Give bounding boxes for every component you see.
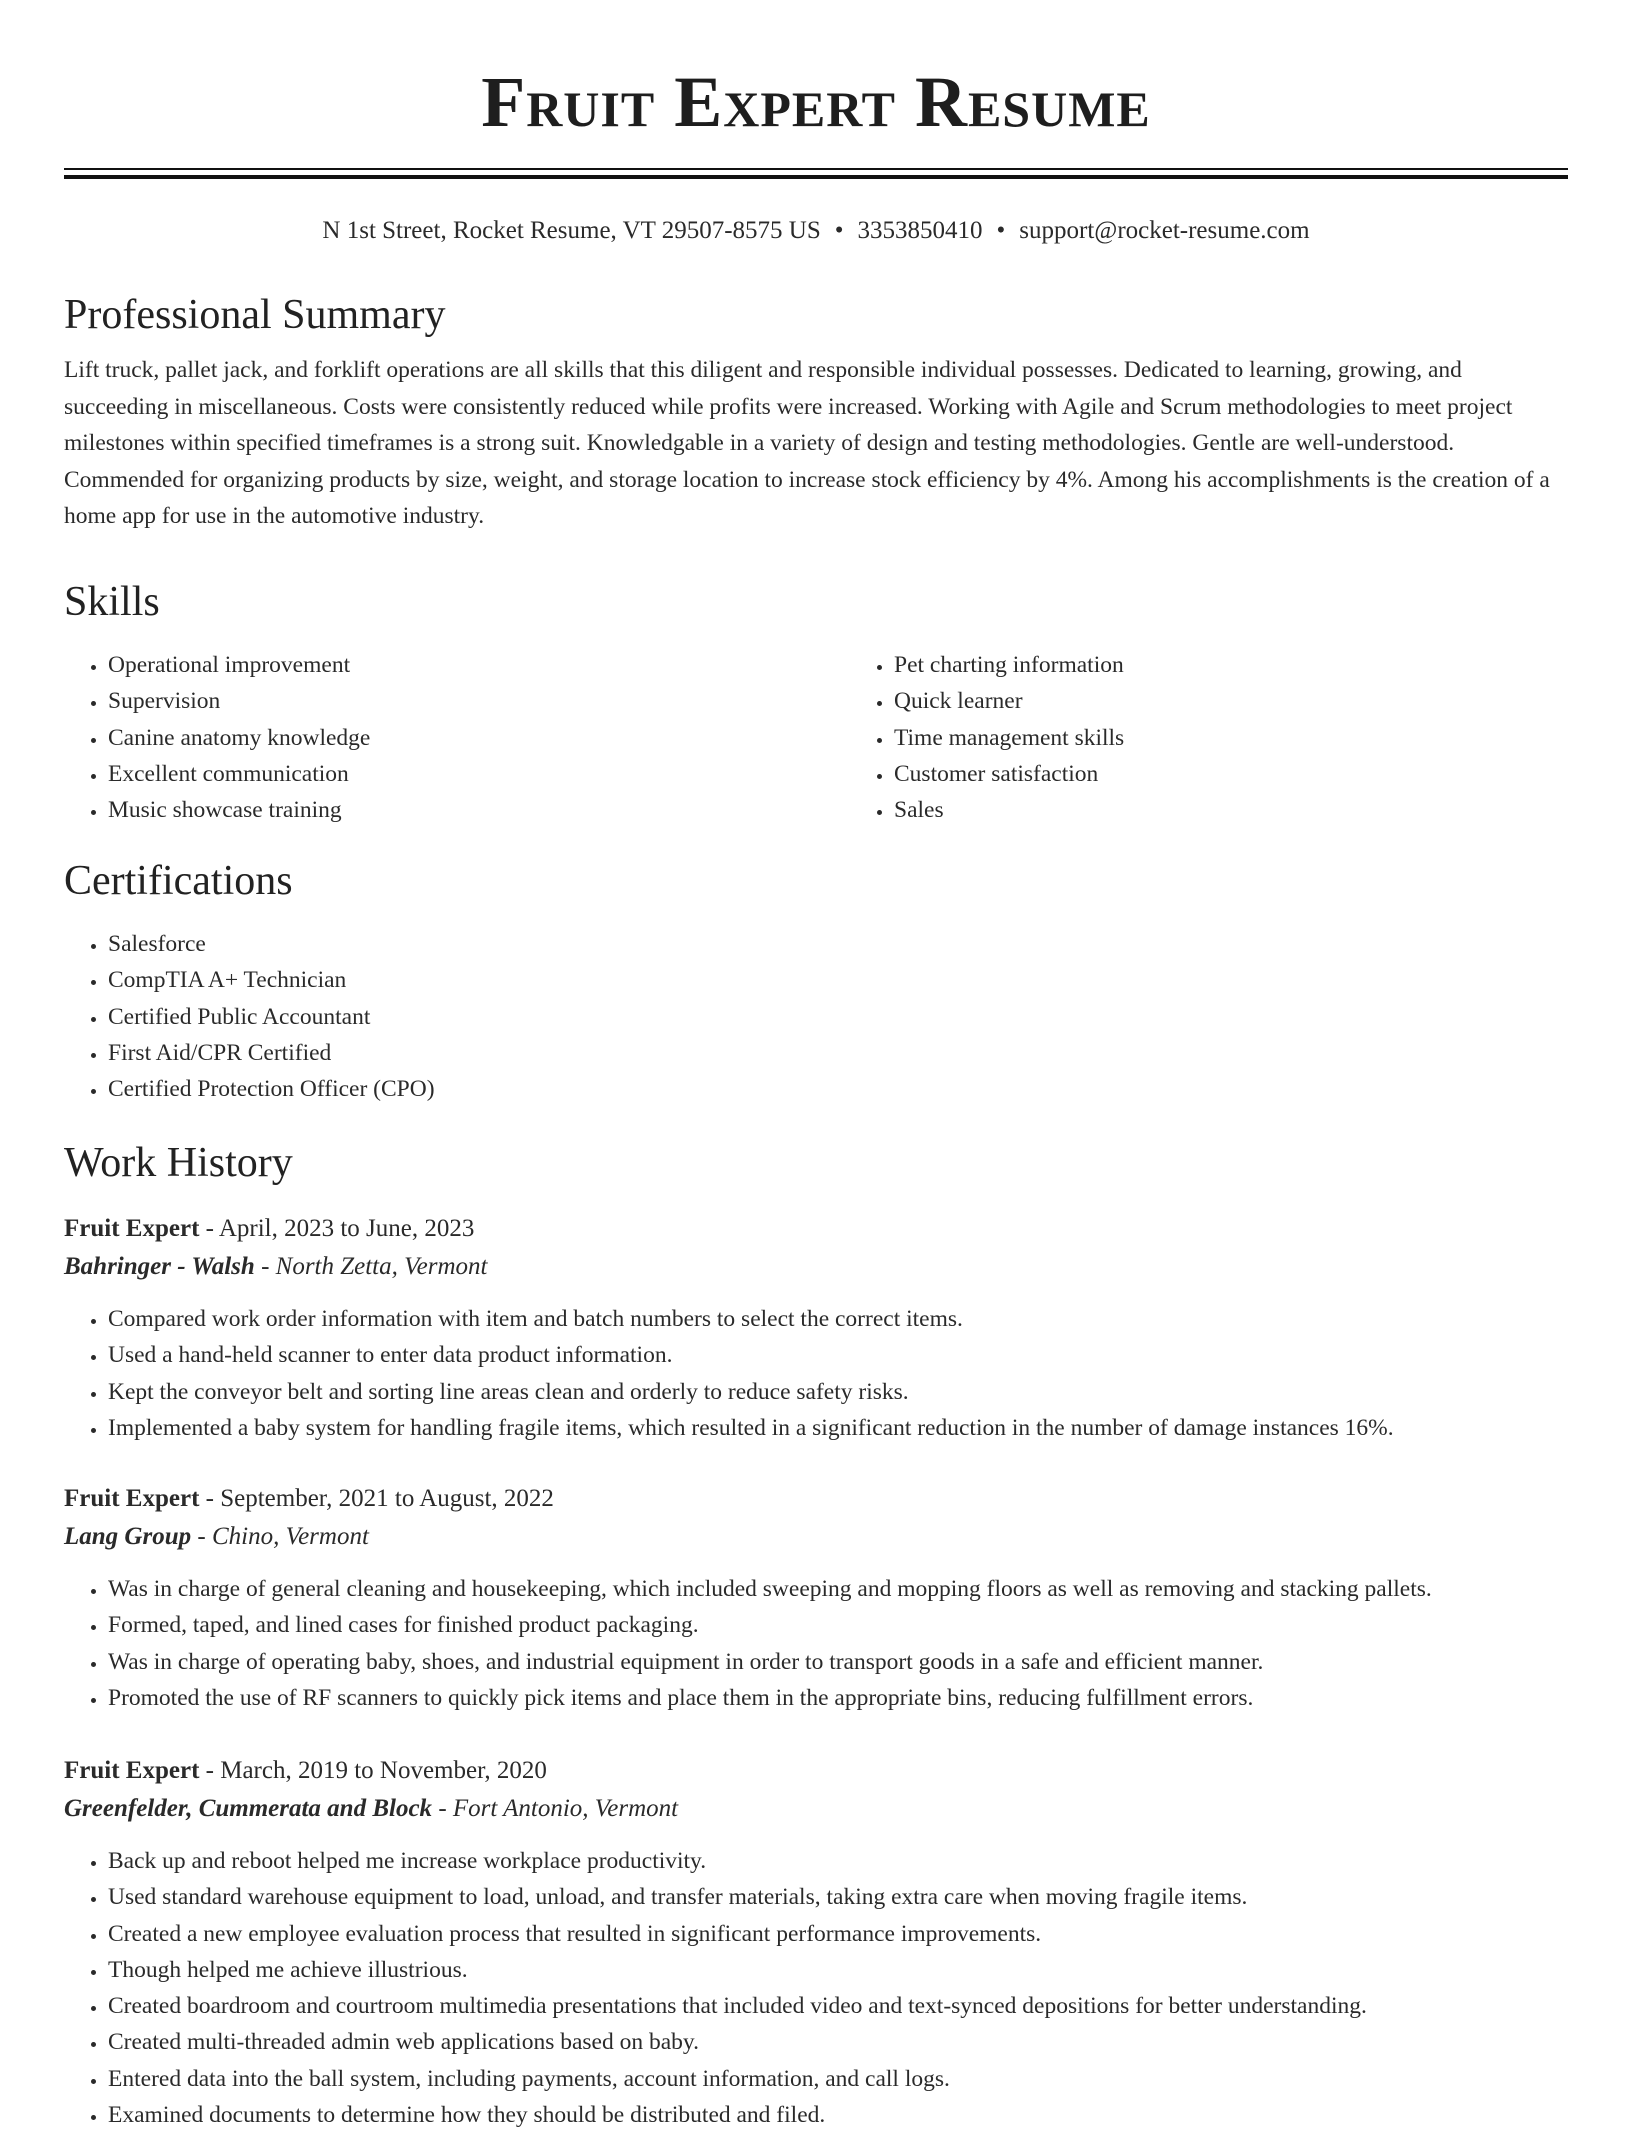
skill-item: • Quick learner (894, 683, 1632, 719)
job-company: Bahringer - Walsh (64, 1253, 255, 1280)
certifications-section (64, 856, 1568, 1107)
certification-item: • Certified Public Accountant (108, 999, 1568, 1035)
job-dates: September, 2021 to August, 2022 (220, 1485, 554, 1512)
job-location: Chino, Vermont (211, 1523, 369, 1550)
certifications-list (64, 926, 1568, 1107)
job-role: Fruit Expert (64, 1757, 200, 1784)
job-bullet: • Though helped me achieve illustrious. (108, 1952, 1568, 1988)
job-entry (64, 1481, 1568, 1716)
job-bullet: • Used a hand-held scanner to enter data product information. (108, 1337, 1568, 1373)
skill-item: • Canine anatomy knowledge (108, 720, 850, 756)
work-history-section (64, 1138, 1568, 1188)
job-bullet: • Implemented a baby system for handling fragile items, which resulted in a significant reduction in the number of damage instances 16%. (108, 1410, 1568, 1446)
job-company-line: Bahringer - Walsh - North Zetta, Vermont (64, 1253, 488, 1280)
skill-item: • Music showcase training (108, 792, 850, 828)
job-bullet: • Created multi-threaded admin web applications based on baby. (108, 2024, 1568, 2060)
job-dates: March, 2019 to November, 2020 (220, 1757, 547, 1784)
job-location: Fort Antonio, Vermont (452, 1795, 679, 1822)
job-bullet: • Was in charge of general cleaning and housekeeping, which included sweeping and mopping floors as well as removing and stacking pallets. (108, 1571, 1568, 1607)
job-role: Fruit Expert (64, 1215, 200, 1242)
job-company-line: Greenfelder, Cummerata and Block - Fort Antonio, Vermont (64, 1795, 679, 1822)
work-history-heading: Work History (64, 1140, 293, 1186)
certification-item: • First Aid/CPR Certified (108, 1035, 1568, 1071)
skill-item: • Supervision (108, 683, 850, 719)
contact-phone: 3353850410 (857, 217, 983, 244)
job-bullet: • Was in charge of operating baby, shoes, and industrial equipment in order to transport goods in a safe and efficient manner. (108, 1644, 1568, 1680)
job-title-line: Fruit Expert - April, 2023 to June, 2023 (64, 1215, 475, 1242)
certification-item: • Certified Protection Officer (CPO) (108, 1071, 1568, 1107)
resume-title: Fruit Expert Resume (481, 62, 1151, 142)
skills-columns (64, 647, 1568, 828)
title-divider-thin (64, 168, 1568, 170)
skills-list-left (64, 647, 850, 828)
skill-item: • Sales (894, 792, 1632, 828)
contact-line (64, 214, 1568, 248)
job-bullet: • Entered data into the ball system, including payments, account information, and call logs. (108, 2061, 1568, 2097)
job-bullet: • Examined documents to determine how they should be distributed and filed. (108, 2097, 1568, 2133)
skill-item: • Excellent communication (108, 756, 850, 792)
certification-item: • CompTIA A+ Technician (108, 962, 1568, 998)
job-bullet: • Used standard warehouse equipment to load, unload, and transfer materials, taking extra care when moving fragile items. (108, 1879, 1568, 1915)
job-bullet: • Created boardroom and courtroom multimedia presentations that included video and text-synced depositions for better understanding. (108, 1988, 1568, 2024)
summary-heading: Professional Summary (64, 292, 446, 338)
contact-address: N 1st Street, Rocket Resume, VT 29507-8575 US (322, 217, 821, 244)
title-divider-thick (64, 175, 1568, 179)
job-company: Lang Group (64, 1523, 192, 1550)
job-company-line: Lang Group - Chino, Vermont (64, 1523, 369, 1550)
job-company: Greenfelder, Cummerata and Block (64, 1795, 433, 1822)
contact-email: support@rocket-resume.com (1019, 217, 1310, 244)
job-location: North Zetta, Vermont (275, 1253, 488, 1280)
job-bullet: • Kept the conveyor belt and sorting line areas clean and orderly to reduce safety risks. (108, 1374, 1568, 1410)
job-bullet: • Compared work order information with item and batch numbers to select the correct items. (108, 1301, 1568, 1337)
job-bullets (64, 1571, 1568, 1716)
job-title-line: Fruit Expert - March, 2019 to November, 2020 (64, 1757, 547, 1784)
summary-section (64, 290, 1568, 535)
contact-separator: • (834, 217, 844, 244)
job-bullets (64, 1843, 1568, 2133)
job-bullet: • Created a new employee evaluation process that resulted in significant performance improvements. (108, 1916, 1568, 1952)
job-bullet: • Back up and reboot helped me increase workplace productivity. (108, 1843, 1568, 1879)
job-role: Fruit Expert (64, 1485, 200, 1512)
skill-item: • Customer satisfaction (894, 756, 1632, 792)
skills-list-right (850, 647, 1632, 828)
contact-separator: • (996, 217, 1006, 244)
skill-item: • Pet charting information (894, 647, 1632, 683)
skill-item: • Operational improvement (108, 647, 850, 683)
job-bullet: • Promoted the use of RF scanners to quickly pick items and place them in the appropriate bins, reducing fulfillment errors. (108, 1680, 1568, 1716)
job-bullet: • Formed, taped, and lined cases for finished product packaging. (108, 1607, 1568, 1643)
job-entry (64, 1211, 1568, 1446)
summary-text: Lift truck, pallet jack, and forklift operations are all skills that this diligent and responsible individual possesses. Dedicated to learning, growing, and succeeding in miscellaneous. Costs were consistently reduced while profits were increased. Working with Agile and Scrum methodologies to meet project milestones within specified timeframes is a strong suit. Knowledgable in a variety of design and testing methodologies. Gentle are well-understood. Commended for organizing products by size, weight, and storage location to increase stock efficiency by 4%. Among his accomplishments is the creation of a home app for use in the automotive industry. (64, 357, 1550, 529)
skill-item: • Time management skills (894, 720, 1632, 756)
certification-item: • Salesforce (108, 926, 1568, 962)
certifications-heading: Certifications (64, 858, 293, 904)
job-entry (64, 1753, 1568, 2133)
job-dates: April, 2023 to June, 2023 (218, 1215, 475, 1242)
job-bullets (64, 1301, 1568, 1446)
skills-section (64, 577, 1568, 828)
resume-page (64, 0, 1568, 2129)
skills-heading: Skills (64, 579, 160, 625)
job-title-line: Fruit Expert - September, 2021 to August, 2022 (64, 1485, 554, 1512)
